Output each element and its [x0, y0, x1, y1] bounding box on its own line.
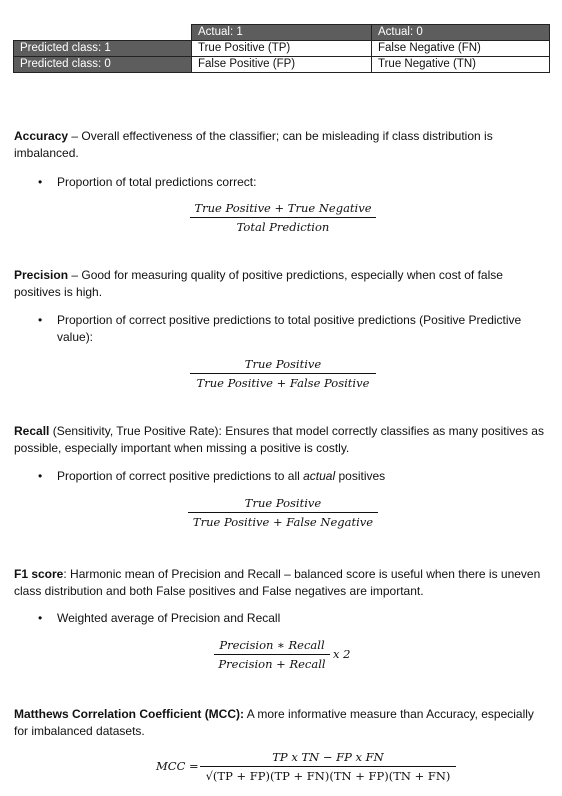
- recall-term: Recall: [14, 424, 50, 438]
- precision-denominator: True Positive + False Positive: [196, 376, 370, 390]
- accuracy-bullet: Proportion of total predictions correct:: [57, 175, 257, 189]
- f1-desc: : Harmonic mean of Precision and Recall – balanced score is useful when there is uneven class distribution and both False positives and False negatives are important.: [14, 567, 541, 598]
- mcc-term: Matthews Correlation Coefficient (MCC):: [14, 707, 245, 721]
- accuracy-denominator: Total Prediction: [236, 220, 330, 234]
- bullet-icon: •: [38, 469, 43, 483]
- fraction-bar: [190, 217, 376, 218]
- f1-multiplier: x 2: [333, 647, 351, 661]
- mcc-desc: A more informative measure than Accuracy, especially for imbalanced datasets.: [14, 707, 534, 738]
- cell-tn: True Negative (TN): [372, 57, 550, 73]
- f1-formula: [214, 637, 330, 672]
- accuracy-formula: [190, 200, 376, 235]
- precision-term: Precision: [14, 268, 69, 282]
- table-row: [14, 57, 550, 73]
- accuracy-desc: – Overall effectiveness of the classifier; can be misleading if class distribution is imbalanced.: [14, 129, 493, 160]
- accuracy-numerator: True Positive + True Negative: [194, 201, 372, 215]
- f1-paragraph: [14, 566, 544, 600]
- fraction-bar: [200, 766, 456, 767]
- f1-term: F1 score: [14, 567, 64, 581]
- recall-numerator: True Positive: [244, 496, 322, 510]
- fraction-bar: [188, 512, 378, 513]
- f1-bullet: Weighted average of Precision and Recall: [57, 611, 281, 625]
- precision-numerator: True Positive: [244, 357, 322, 371]
- recall-paragraph: [14, 423, 544, 457]
- cell-fn: False Negative (FN): [372, 41, 550, 57]
- bullet-icon: •: [38, 175, 43, 189]
- fraction-bar: [214, 654, 330, 655]
- table-corner-cell: [14, 25, 192, 41]
- col-header-actual-1: Actual: 1: [192, 25, 372, 41]
- precision-bullet: Proportion of correct positive predictions to total positive predictions (Positive Predictive value):: [57, 313, 522, 344]
- precision-desc: – Good for measuring quality of positive predictions, especially when cost of false positives is high.: [14, 268, 503, 299]
- recall-bullet: [57, 468, 527, 485]
- recall-denominator: True Positive + False Negative: [192, 515, 374, 529]
- f1-numerator: Precision ∗ Recall: [219, 638, 325, 652]
- cell-fp: False Positive (FP): [192, 57, 372, 73]
- f1-denominator: Precision + Recall: [218, 657, 326, 671]
- recall-desc: (Sensitivity, True Positive Rate): Ensures that model correctly classifies as many positives as possible, especially important when missing a positive is costly.: [14, 424, 544, 455]
- mcc-denominator: √(TP + FP)(TP + FN)(TN + FP)(TN + FN): [205, 769, 451, 783]
- bullet-icon: •: [38, 313, 43, 327]
- row-header-predicted-1: Predicted class: 1: [14, 41, 192, 57]
- recall-bullet-post: positives: [335, 469, 386, 483]
- cell-tp: True Positive (TP): [192, 41, 372, 57]
- fraction-bar: [190, 373, 376, 374]
- accuracy-paragraph: [14, 128, 544, 162]
- row-header-predicted-0: Predicted class: 0: [14, 57, 192, 73]
- recall-bullet-em: actual: [303, 469, 336, 483]
- confusion-matrix-table: [13, 24, 550, 73]
- precision-formula: [190, 356, 376, 391]
- accuracy-term: Accuracy: [14, 129, 69, 143]
- mcc-formula: [200, 749, 456, 784]
- mcc-lhs: MCC =: [156, 759, 199, 773]
- table-row: [14, 41, 550, 57]
- col-header-actual-0: Actual: 0: [372, 25, 550, 41]
- table-header-row: [14, 25, 550, 41]
- precision-paragraph: [14, 267, 544, 301]
- bullet-icon: •: [38, 611, 43, 625]
- mcc-paragraph: [14, 706, 544, 740]
- recall-bullet-pre: Proportion of correct positive predictions to all: [57, 469, 304, 483]
- recall-formula: [188, 495, 378, 530]
- mcc-numerator: TP x TN − FP x FN: [272, 750, 384, 764]
